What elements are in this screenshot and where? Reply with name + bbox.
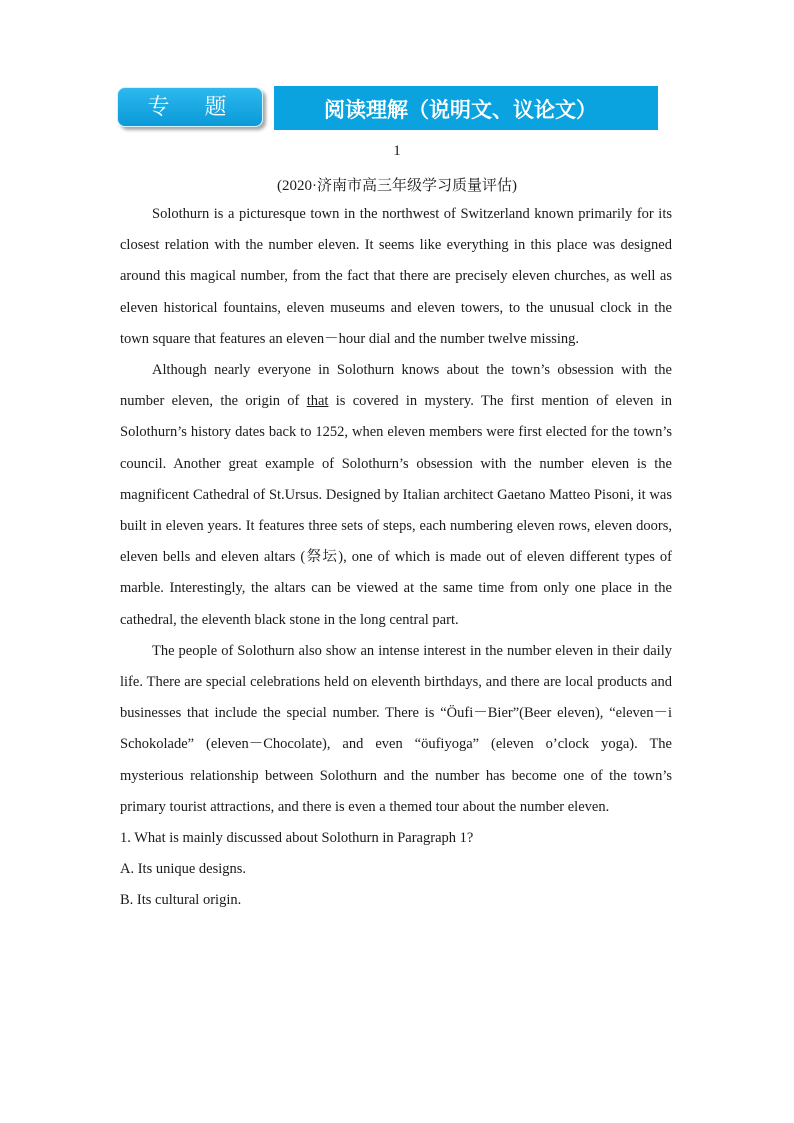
paragraph-2-part-1: Although nearly everyone in Solothurn knows about the town’s obsession with the number eleven, the origin of <box>120 362 672 410</box>
paragraph-2 <box>120 355 672 636</box>
paragraph-3: The people of Solothurn also show an intense interest in the number eleven in their daily life. There are special celebrations held on eleventh birthdays, and there are local products and businesses that include the special number. There is “Öufi－Bier”(Beer eleven), “eleven－i Schokolade” (eleven－Chocolate), and even “öufiyoga” (eleven o’clock yoga). The mysterious relationship between Solothurn and the number has become one of the town’s primary tourist attractions, and there is even a themed tour about the number eleven. <box>120 642 672 815</box>
section-title: 阅读理解（说明文、议论文） <box>274 86 658 130</box>
underlined-word: that <box>306 393 329 410</box>
option-a: A. Its unique designs. <box>120 861 247 878</box>
source-citation: (2020·济南市高三年级学习质量评估) <box>277 178 517 194</box>
question-stem: 1. What is mainly discussed about Solothurn in Paragraph 1? <box>120 830 474 847</box>
topic-label-badge: 专 题 一 <box>117 87 263 127</box>
passage-content <box>120 199 672 917</box>
page-number: 1 <box>393 143 401 159</box>
paragraph-2-part-2: is covered in mystery. The first mention of eleven in Solothurn’s history dates back to 1252, when eleven members were first elected for the town’s council. Another great example of Solothurn’s obsession with the number eleven is the magnificent Cathedral of St.Ursus. Designed by Italian architect Gaetano Matteo Pisoni, it was built in eleven years. It features three sets of steps, each numbering eleven rows, eleven doors, eleven bells and eleven altars (祭坛), one of which is made out of eleven different types of marble. Interestingly, the altars can be viewed at the same time from only one place in the cathedral, the eleventh black stone in the long central part. <box>120 393 673 628</box>
paragraph-1: Solothurn is a picturesque town in the northwest of Switzerland known primarily for its closest relation with the number eleven. It seems like everything in this place was designed around this magical number, from the fact that there are precisely eleven churches, as well as eleven historical fountains, eleven museums and eleven towers, to the unusual clock in the town square that features an eleven－hour dial and the number twelve missing. <box>120 206 672 347</box>
option-b: B. Its cultural origin. <box>120 892 242 909</box>
